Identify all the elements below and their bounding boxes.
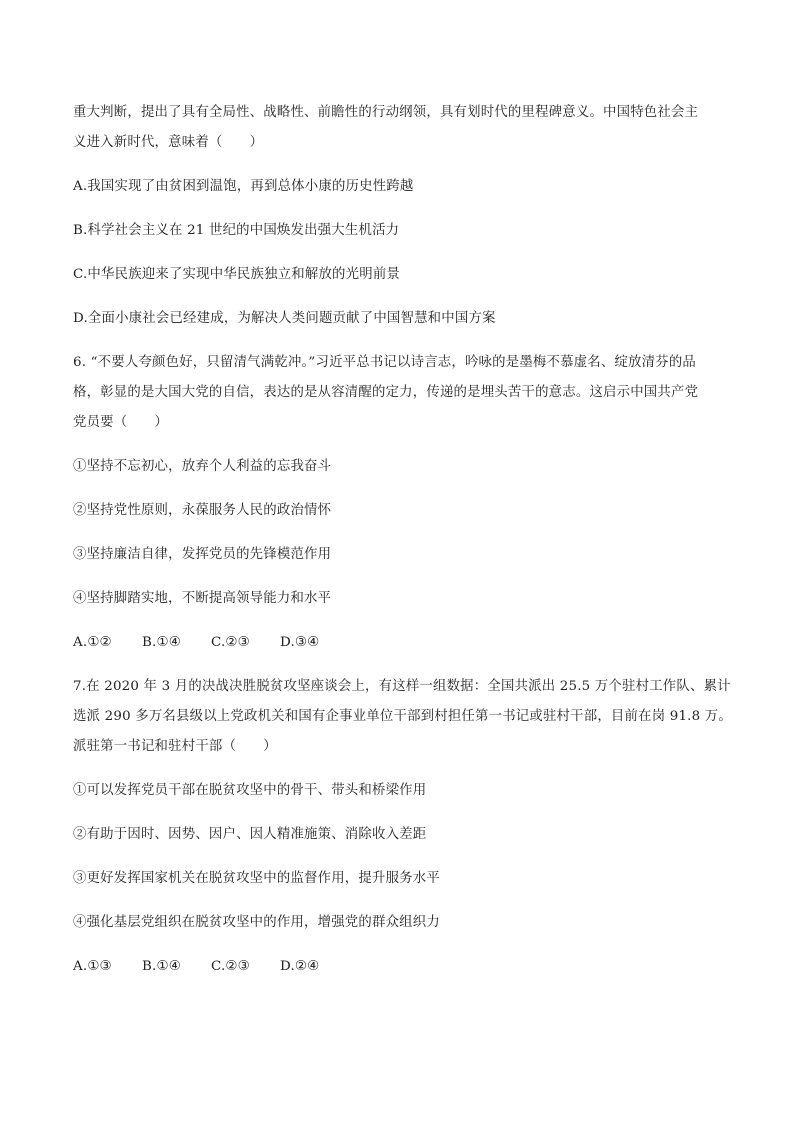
q6-item-3: ③坚持廉洁自律，发挥党员的先锋模范作用	[73, 547, 332, 562]
q7-answer-d: D.②④	[280, 959, 320, 974]
q5-option-b: B.科学社会主义在 21 世纪的中国焕发出强大生机活力	[73, 223, 400, 238]
q7-item-1: ①可以发挥党员干部在脱贫攻坚中的骨干、带头和桥梁作用	[73, 783, 427, 798]
q6-stem-line-2: 格，彰显的是大国大党的自信，表达的是从容清醒的定力，传递的是埋头苦干的意志。这启示中国共产党	[73, 385, 699, 400]
question-6	[73, 348, 733, 658]
q6-answer-d: D.③④	[280, 635, 320, 650]
q6-stem-line-3: 党员要（ ）	[73, 415, 169, 430]
q6-item-4: ④坚持脚踏实地，不断提高领导能力和水平	[73, 591, 332, 606]
q7-item-2: ②有助于因时、因势、因户、因人精准施策、消除收入差距	[73, 827, 427, 842]
q6-answer-a: A.①②	[73, 635, 112, 650]
q7-answer-a: A.①③	[73, 959, 112, 974]
q5-stem-line-1: 重大判断，提出了具有全局性、战略性、前瞻性的行动纲领，具有划时代的里程碑意义。中国特色社会主	[73, 105, 699, 120]
document-content	[73, 98, 733, 982]
q6-answer-choices	[73, 628, 733, 658]
question-5	[73, 98, 733, 334]
q7-answer-choices	[73, 952, 733, 982]
question-7	[73, 672, 733, 982]
q7-stem-line-1: 7.在 2020 年 3 月的决战决胜脱贫攻坚座谈会上，有这样一组数据：全国共派出 25.5 万个驻村工作队、累计	[73, 679, 731, 694]
q7-item-4: ④强化基层党组织在脱贫攻坚中的作用，增强党的群众组织力	[73, 915, 440, 930]
q7-answer-b: B.①④	[142, 959, 181, 974]
q7-answer-c: C.②③	[211, 959, 250, 974]
q6-answer-c: C.②③	[211, 635, 250, 650]
q7-stem-line-2: 选派 290 多万名县级以上党政机关和国有企事业单位干部到村担任第一书记或驻村干部，目前在岗 91.8 万。	[73, 709, 732, 724]
q6-stem-line-1: 6. “不要人夸颜色好，只留清气满乾冲。”习近平总书记以诗言志，吟咏的是墨梅不慕虚名、绽放清芬的品	[73, 355, 697, 370]
q5-option-a: A.我国实现了由贫困到温饱，再到总体小康的历史性跨越	[73, 179, 414, 194]
q6-item-1: ①坚持不忘初心，放弃个人利益的忘我奋斗	[73, 459, 332, 474]
q7-stem-line-3: 派驻第一书记和驻村干部（ ）	[73, 739, 277, 754]
q5-stem-line-2: 义进入新时代，意味着（ ）	[73, 135, 264, 150]
q6-item-2: ②坚持党性原则，永葆服务人民的政治情怀	[73, 503, 332, 518]
q5-option-d: D.全面小康社会已经建成，为解决人类问题贡献了中国智慧和中国方案	[73, 311, 496, 326]
q5-option-c: C.中华民族迎来了实现中华民族独立和解放的光明前景	[73, 267, 401, 282]
q6-answer-b: B.①④	[142, 635, 181, 650]
q7-item-3: ③更好发挥国家机关在脱贫攻坚中的监督作用，提升服务水平	[73, 871, 440, 886]
